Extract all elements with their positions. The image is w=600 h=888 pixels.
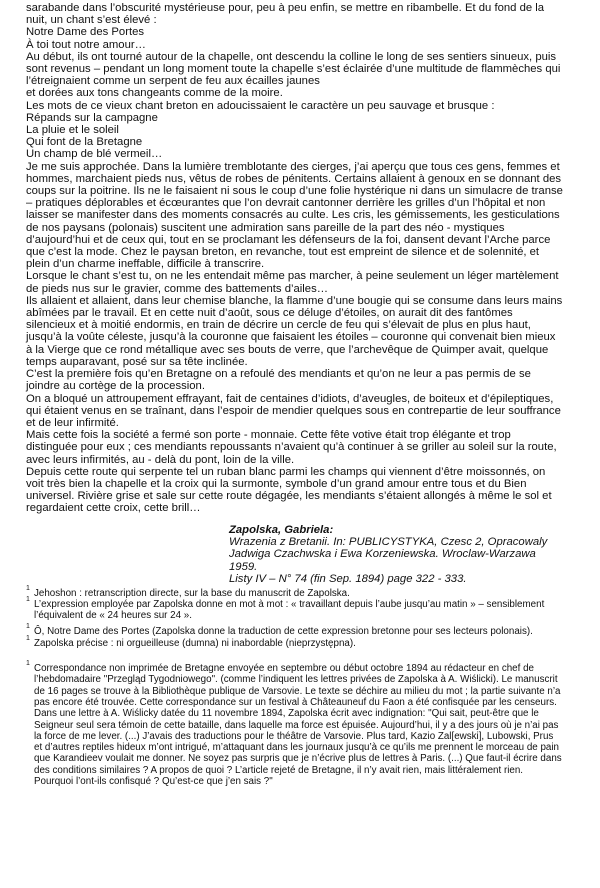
paragraph-1: sarabande dans l’obscurité mystérieuse pour, peu à peu enfin, se mettre en ribambelle. Et du fond de la nuit, un chant s’est élevé : (26, 2, 545, 27)
footnote-orgueilleuse (26, 634, 564, 649)
citation-line: Listy IV – N° 74 (fin Sep. 1894) page 322 - 333. (229, 573, 467, 586)
citation-line: Wrazenia z Bretanii. In: PUBLICYSTYKA, Czesc 2, Opracowaly (229, 535, 548, 548)
footnote-jehoshon (26, 584, 564, 599)
footnote-expression (26, 595, 564, 622)
footnote-notre-dame (26, 623, 564, 638)
paragraph-3: Les mots de ce vieux chant breton en adoucissaient le caractère un peu sauvage et brusque : (26, 99, 495, 112)
paragraph-8: On a bloqué un attroupement effrayant, fait de centaines d’idiots, d’aveugles, de boiteux et d’épileptiques, qui étaient venus en se traînant, dans l’espoir de mendier quelques sous en contrepartie de leur souffrance et de leur infirmité. (26, 392, 561, 429)
paragraph-10: Depuis cette route qui serpente tel un ruban blanc parmi les champs qui viennent d’être moissonnés, on voit très bien la chapelle et la croix qui la surmonte, symbole d’un grand amour entre tous et du Bien universel. Rivière grise et sale sur cette route dégagée, les mendiants s’étaient allongés à même le sol et regardaient cette croix, cette brill… (26, 465, 552, 515)
paragraph-7: C’est la première fois qu’en Bretagne on a refoulé des mendiants et qu’on ne leur a pas permis de se joindre au cortège de la procession. (26, 368, 531, 393)
footnote-mark: 1 (26, 634, 30, 642)
footnote-text: Ô, Notre Dame des Portes (Zapolska donne la traduction de cette expression bretonne pour ses lecteurs polonais). (34, 626, 533, 638)
footnote-mark: 1 (26, 623, 30, 631)
footnote-mark: 1 (26, 584, 30, 592)
footnote-text: Jehoshon : retranscription directe, sur la base du manuscrit de Zapolska. (34, 587, 350, 599)
paragraph-6: Ils allaient et allaient, dans leur chemise blanche, la flamme d’une bougie qui se consume dans leurs mains abîmées par le travail. Et en cette nuit d’août, sous ce déluge d’étoiles, on aurait dit des fantômes silencieux et à moitié endormis, en train de décrire un cercle de feu qui s’élevait de plus en plus haut, jusqu’à la voûte céleste, jusqu’à la couronne que faisaient les étoiles – couronne qui convenait bien mieux à la Vierge que ce rond métallique avec ses bouts de verre, que l’archevêque de Quimper avait, quelque temps auparavant, posé sur sa tête inclinée. (26, 294, 563, 368)
source-citation (229, 524, 564, 586)
paragraph-4: Je me suis approchée. Dans la lumière tremblotante des cierges, j’ai aperçu que tous ces gens, femmes et hommes, marchaient pieds nus, vêtus de robes de pénitents. Certains allaient à genoux en se donnant des coups sur la poitrine. Ils ne le faisaient ni sous le coup d’une folie hystérique ni dans un simulacre de transe – pratiques déplorables et écœurantes que l’on devrait cantonner derrière les grilles d’un l’hôpital et non laisser se manifester dans des moments consacrés au culte. Les cris, les gémissements, les gesticulations de nos paysans (polonais) suscitent une admiration sans pareille de la part des néo - mystiques d’aujourd’hui et de ceux qui, tout en se proclamant les défenseurs de la foi, dansent devant l’Arche parce que c’est la mode. Chez le paysan breton, en revanche, tout est empreint de silence et de solennité, et plein d’un charme ineffable, difficile à transcrire. (26, 160, 563, 271)
citation-line: Jadwiga Czachwska i Ewa Korzeniewska. Wroclaw-Warzawa 1959. (229, 548, 536, 573)
footnotes (26, 584, 564, 788)
paragraph-2: Au début, ils ont tourné autour de la chapelle, ont descendu la colline le long de ses sentiers sinueux, puis sont revenus – pendant un long moment toute la chapelle s’est éclairée d’une multitude de flammèches qui l’étreignaient comme un serpent de feu aux écailles jaunes et dorées aux tons changeants comme de la moire. (26, 50, 561, 100)
footnote-mark: 1 (26, 660, 30, 668)
citation-author: Zapolska, Gabriela: (229, 523, 334, 536)
paragraph-5: Lorsque le chant s’est tu, on ne les entendait même pas marcher, à peine seulement un léger martèlement de pieds nus sur le gravier, comme des battements d’ailes… (26, 270, 559, 295)
footnote-mark: 1 (26, 595, 30, 603)
paragraph-9: Mais cette fois la société a fermé son porte - monnaie. Cette fête votive était trop élégante et trop distinguée pour eux ; ces mendiants repoussants n’avaient qu’à continuer à se griller au soleil sur la route, avec leurs infirmités, au - delà du pont, loin de la ville. (26, 429, 557, 466)
main-text (26, 2, 564, 515)
footnote-text: Correspondance non imprimée de Bretagne envoyée en septembre ou début octobre 1894 au rédacteur en chef de l’hebdomadaire "Przegląd Tygodniowego". (comme l’indiquent les lettres privées de Zapolska à A. Wiślicki). Le manuscrit de 16 pages se trouve à la Bibliothèque publique de Varsovie. Le texte se déchire au milieu du mot ; la partie suivante n’a pas encore été trouvée. Cette correspondance sur un festival à Châteauneuf du Faon a été confisquée par les censeurs. Dans une lettre à A. Wiślicky datée du 11 novembre 1894, Zapolska écrit avec indignation: "Qui sait, peut-être que le Seigneur seul sera témoin de cette bataille, dans laquelle ma force est épuisée. Aujourd’hui, il y a des jours où je n’ai pas la force de me lever. (...) J’avais des traductions pour le théâtre de Varsovie. Plus tard, Kazio Zal[ewski], Lubowski, Prus et d’autres reptiles hideux m’ont intrigué, m’attaquant dans les journaux jusqu’à ce qu’ils me prennent le morceau de pain que Karandieev voulait me donner. Ne soyez pas surpris que je n’écrive plus de lettres à Paris. (...) Que faut-il écrire dans des conditions similaires ? A propos de quoi ? L’article rejeté de Bretagne, il n’y avait rien, mais littéralement rien. Pourquoi l’ont-ils confisqué ? Qu’est-ce que j’en sais ?" (34, 663, 562, 788)
footnote-text: Zapolska précise : ni orgueilleuse (dumna) ni inabordable (nieprzystępna). (34, 637, 356, 649)
footnote-text: L’expression employée par Zapolska donne en mot à mot : « travaillant depuis l’aube jusqu’au matin » – sensiblement l’équivalent de « 24 heures sur 24 ». (34, 598, 545, 622)
chant-verse-1: Notre Dame des Portes À toi tout notre amour… (26, 26, 146, 51)
chant-verse-2: Répands sur la campagne La pluie et le soleil Qui font de la Bretagne Un champ de blé vermeil… (26, 111, 163, 161)
footnote-correspondance (26, 660, 564, 788)
